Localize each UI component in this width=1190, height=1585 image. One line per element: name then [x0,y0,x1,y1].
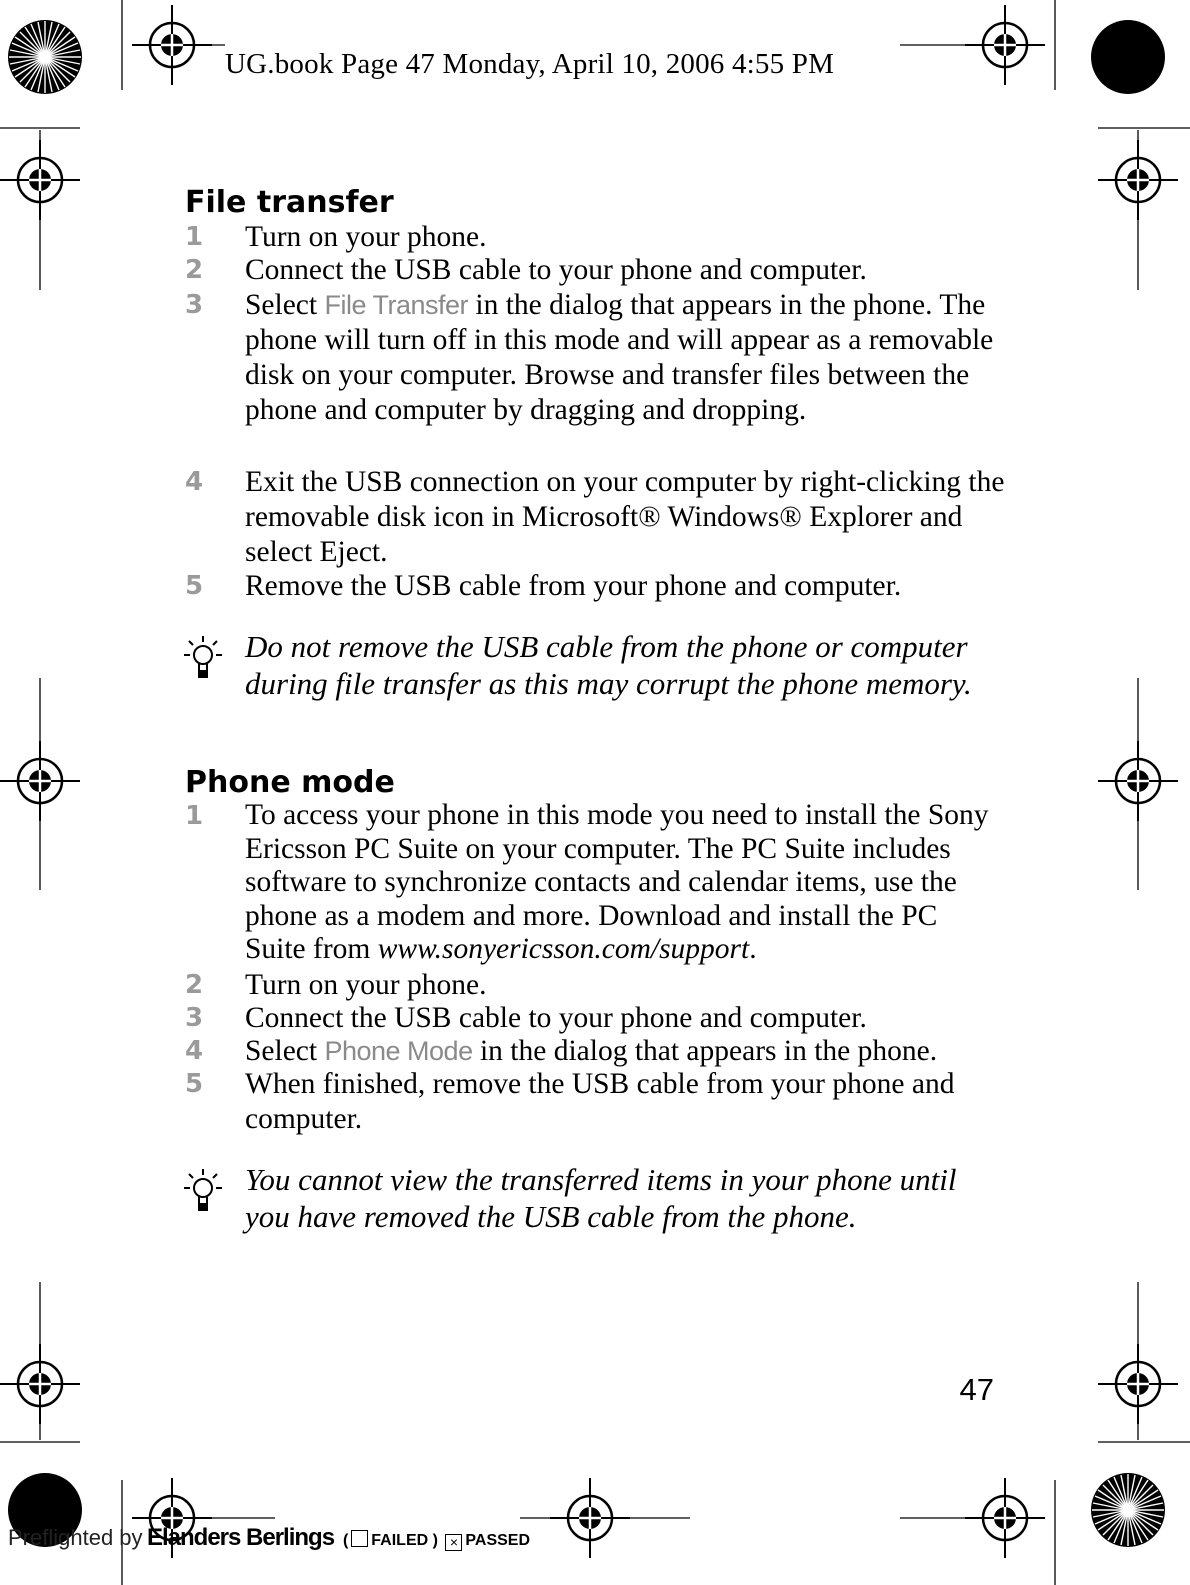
tip-text: You cannot view the transferred items in your phone until you have removed the USB cable from the phone. [245,1162,957,1234]
lightbulb-tip-icon [180,1167,226,1217]
tip-text: Do not remove the USB cable from the phone or computer during file transfer as this may corrupt the phone memory. [245,629,972,701]
step-text: When finished, remove the USB cable from your phone and computer. [245,1068,955,1135]
step-text: Turn on your phone. [245,969,487,1001]
step-text [245,799,1005,967]
preflight-footer [8,1524,530,1552]
registration-mark-icon [0,741,80,821]
failed-label: FAILED [371,1532,429,1549]
step-text: Turn on your phone. [245,221,487,253]
brand-name: Elanders Berlings [146,1524,335,1551]
step-text-before: Select [245,289,325,321]
step-number: 1 [185,222,204,252]
step-text [245,288,1005,428]
registration-mark-icon [132,5,212,85]
open-paren: ( [342,1532,349,1549]
starburst-target-icon [1091,1473,1165,1547]
passed-label: PASSED [465,1532,531,1549]
step-text: Connect the USB cable to your phone and computer. [245,1002,867,1034]
registration-mark-icon [1098,1344,1178,1424]
close-paren: ) [432,1532,438,1549]
lightbulb-tip-icon [180,634,226,684]
passed-checkbox: × [445,1534,462,1551]
registration-mark-icon [550,1478,630,1558]
registration-mark-icon [1098,741,1178,821]
registration-mark-icon [0,140,80,220]
failed-checkbox [351,1530,368,1547]
step-number: 4 [185,467,204,497]
step-number: 2 [185,970,204,1000]
step-text [245,1034,1005,1069]
step-text-before: To access your phone in this mode you need to install the Sony Ericsson PC Suite on your computer. The PC Suite includes software to synchronize contacts and calendar items, use the phone as a modem and more. Download and install the PC Suite from [245,799,989,965]
step-text-after: . [749,933,757,965]
preflighted-label: Preflighted by [8,1525,143,1550]
support-link[interactable]: www.sonyericsson.com/support [377,933,750,965]
registration-mark-icon [1098,140,1178,220]
step-text-before: Select [245,1035,325,1067]
step-number: 3 [185,290,204,320]
solid-target-icon [1091,20,1165,94]
section-title-file-transfer: File transfer [185,185,394,220]
step-text: Exit the USB connection on your computer by right-clicking the removable disk icon in Microsoft® Windows® Explorer and select Eject. [245,466,1005,568]
starburst-target-icon [8,20,82,94]
step-number: 1 [185,801,204,831]
step-text: Connect the USB cable to your phone and computer. [245,254,867,286]
step-text-after: in the dialog that appears in the phone. [472,1035,938,1067]
step-text: Remove the USB cable from your phone and computer. [245,570,902,602]
menu-term-phone-mode: Phone Mode [324,1036,473,1066]
registration-mark-icon [965,5,1045,85]
page-number: 47 [959,1372,994,1407]
step-number: 3 [185,1003,204,1033]
step-number: 5 [185,571,204,601]
step-text-after: in the dialog that appears in the phone. The phone will turn off in this mode and will appear as a removable disk on your computer. Browse and transfer files between the phone and computer by dragging and dropping. [245,289,994,426]
registration-mark-icon [965,1478,1045,1558]
section-title-phone-mode: Phone mode [185,765,395,800]
step-number: 5 [185,1069,204,1099]
menu-term-file-transfer: File Transfer [324,290,469,320]
book-header: UG.book Page 47 Monday, April 10, 2006 4:55 PM [225,48,835,80]
registration-mark-icon [0,1344,80,1424]
step-number: 2 [185,255,204,285]
step-number: 4 [185,1036,204,1066]
